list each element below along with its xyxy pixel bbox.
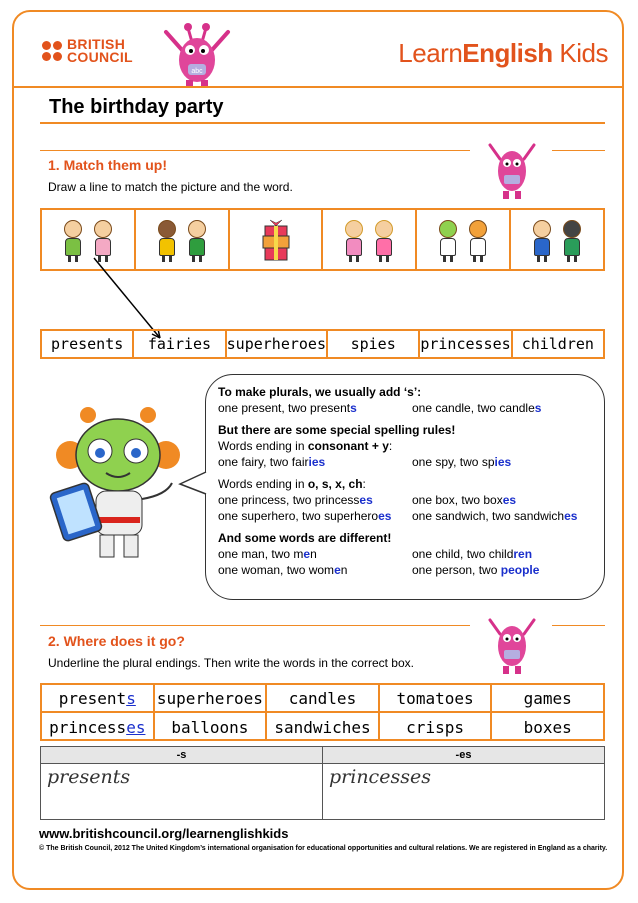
footer-copyright: © The British Council, 2012 The United Kingdom’s international organisation for educational opportunities and cultural relations. We are registered in England as a charity.: [39, 845, 608, 852]
word-boxes[interactable]: boxes: [523, 717, 572, 737]
section2-heading: 2. Where does it go?: [48, 633, 185, 649]
example-man: one man, two men: [218, 547, 317, 561]
page-title: The birthday party: [49, 96, 224, 118]
word-crisps[interactable]: crisps: [380, 713, 493, 741]
plural-rules: [218, 384, 598, 584]
logo-line-1: BRITISH: [67, 36, 126, 52]
word-sandwiches[interactable]: sandwiches: [267, 713, 380, 741]
column-es-header: -es: [455, 749, 472, 761]
fairy-figure: [435, 218, 461, 262]
word-superheroes[interactable]: superheroes: [155, 685, 268, 711]
example-sandwich: one sandwich, two sandwiches: [412, 509, 578, 523]
answer-s-field[interactable]: presents: [41, 764, 323, 819]
example-fairy: one fairy, two fairies: [218, 455, 326, 469]
superhero-figure: [559, 218, 585, 262]
logo-dots: [42, 41, 62, 61]
word-princesses[interactable]: princesses: [420, 331, 512, 357]
example-woman: one woman, two women: [218, 563, 348, 577]
picture-presents[interactable]: [230, 210, 324, 269]
rule-special: But there are some special spelling rules!: [218, 423, 456, 437]
superhero-figure: [529, 218, 555, 262]
section1-instruction: Draw a line to match the picture and the word.: [48, 180, 293, 194]
word-grid: [40, 683, 605, 741]
princess-figure: [341, 218, 367, 262]
rule-o-s-x-ch: Words ending in o, s, x, ch:: [218, 477, 366, 491]
section1-heading: 1. Match them up!: [48, 157, 168, 173]
picture-superheroes[interactable]: [511, 210, 603, 269]
word-grid-row: [42, 685, 603, 713]
section2-rule: [40, 625, 470, 626]
word-grid-row: [42, 713, 603, 741]
learnenglish-kids-logo: LearnEnglish Kids: [398, 38, 608, 68]
words-row: [40, 329, 605, 359]
word-presents[interactable]: presents: [42, 331, 134, 357]
word-princesses[interactable]: princess es: [42, 713, 155, 741]
section1-rule: [40, 150, 470, 151]
mascot-header-icon: [158, 20, 236, 88]
example-present: one present, two presents: [218, 401, 357, 415]
example-superhero: one superhero, two superheroes: [218, 509, 392, 523]
mascot-section2-icon: [484, 610, 540, 680]
example-person: one person, two people: [412, 563, 540, 577]
word-games[interactable]: games: [523, 688, 572, 708]
mascot-section1-icon: [484, 135, 540, 205]
picture-princesses[interactable]: [323, 210, 417, 269]
word-balloons[interactable]: balloons: [155, 713, 268, 741]
child-figure: [184, 218, 210, 262]
child-figure: [60, 218, 86, 262]
rule-intro: To make plurals, we usually add ‘s’:: [218, 385, 422, 399]
footer-url[interactable]: www.britishcouncil.org/learnenglishkids: [39, 826, 289, 841]
column-s-header: -s: [41, 747, 323, 763]
section2-instruction: Underline the plural endings. Then write the words in the correct box.: [48, 656, 414, 670]
british-council-logo: [42, 38, 133, 64]
example-candle: one candle, two candles: [412, 401, 542, 415]
mascot-badge: abc: [191, 68, 203, 75]
picture-fairies[interactable]: [417, 210, 511, 269]
section2-rule-right: [552, 625, 605, 626]
rule-different: And some words are different!: [218, 531, 392, 545]
answer-table-body: [41, 764, 604, 819]
presents-icon: [260, 218, 292, 262]
example-box: one box, two boxes: [412, 493, 517, 507]
rule-consonant-y: Words ending in consonant + y:: [218, 439, 393, 453]
fairy-figure: [465, 218, 491, 262]
word-children[interactable]: children: [521, 335, 594, 353]
example-princess: one princess, two princesses: [218, 493, 373, 507]
example-child: one child, two children: [412, 547, 533, 561]
word-presents[interactable]: present s: [42, 685, 155, 711]
header-rule: [14, 86, 622, 88]
word-fairies[interactable]: fairies: [134, 331, 226, 357]
word-tomatoes[interactable]: tomatoes: [380, 685, 493, 711]
example-spy: one spy, two spies: [412, 455, 512, 469]
word-superheroes[interactable]: superheroes: [227, 331, 328, 357]
title-rule: [40, 122, 605, 124]
princess-figure: [371, 218, 397, 262]
word-spies[interactable]: spies: [328, 331, 420, 357]
section1-rule-right: [552, 150, 605, 151]
word-candles[interactable]: candles: [267, 685, 380, 711]
answer-es-field[interactable]: princesses: [329, 766, 431, 788]
logo-line-2: COUNCIL: [67, 49, 133, 65]
answer-table-header: [41, 747, 604, 764]
answer-table: [40, 746, 605, 820]
mascot-girl-with-tablet-icon: [48, 403, 188, 563]
